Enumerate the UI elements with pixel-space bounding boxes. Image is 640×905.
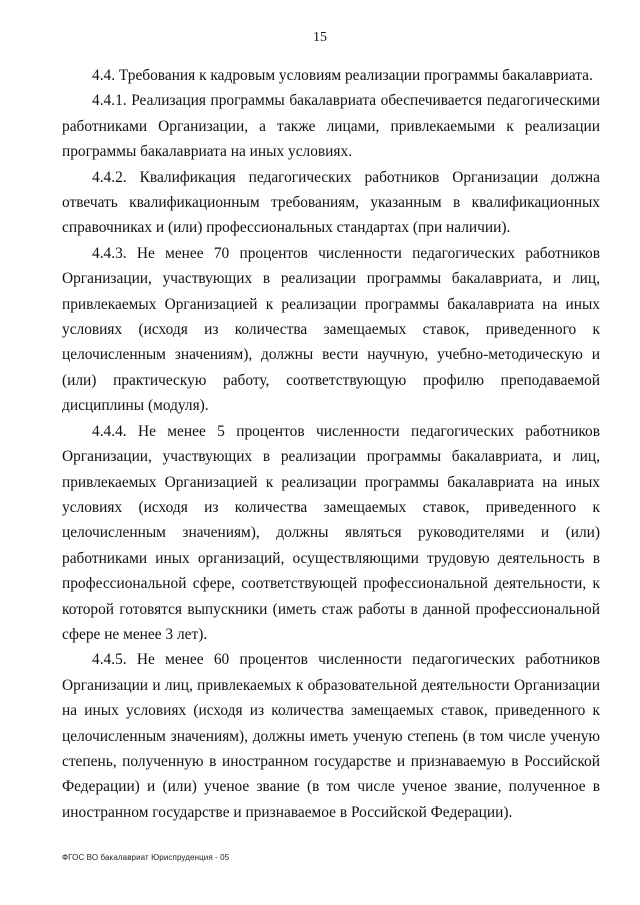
document-body (62, 63, 600, 825)
paragraph-4-4-4: 4.4.4. Не менее 5 процентов численности педагогических работников Организации, участвующих в реализации программы бакалавриата, и лиц, привлекаемых Организацией к реализации программы бакалавриата на иных условиях (исходя из количества замещаемых ставок, приведенного к целочисленным значениям), должны являться руководителями и (или) работниками иных организаций, осуществляющими трудовую деятельность в профессиональной сфере, соответствующей профессиональной деятельности, к которой готовятся выпускники (иметь стаж работы в данной профессиональной сфере не менее 3 лет). (62, 422, 600, 643)
section-heading: 4.4. Требования к кадровым условиям реализации программы бакалавриата. (92, 67, 593, 84)
paragraph-4-4-1: 4.4.1. Реализация программы бакалавриата обеспечивается педагогическими работниками Организации, а также лицами, привлекаемыми к реализации программы бакалавриата на иных условиях. (62, 92, 600, 161)
page-number: 15 (313, 30, 327, 45)
paragraph-4-4-5: 4.4.5. Не менее 60 процентов численности педагогических работников Организации и лиц, привлекаемых к образовательной деятельности Организации на иных условиях (исходя из количества замещаемых ставок, приведенного к целочисленным значениям), должны иметь ученую степень (в том числе ученую степень, полученную в иностранном государстве и признаваемую в Российской Федерации) и (или) ученое звание (в том числе ученое звание, полученное в иностранном государстве и признаваемое в Российской Федерации). (62, 651, 600, 821)
paragraph-4-4-3: 4.4.3. Не менее 70 процентов численности педагогических работников Организации, участвующих в реализации программы бакалавриата, и лиц, привлекаемых Организацией к реализации программы бакалавриата на иных условиях (исходя из количества замещаемых ставок, приведенного к целочисленным значениям), должны вести научную, учебно-методическую и (или) практическую работу, соответствующую профилю преподаваемой дисциплины (модуля). (62, 244, 600, 415)
document-footer: ФГОС ВО бакалавриат Юриспруденция - 05 (62, 853, 230, 862)
paragraph-4-4-2: 4.4.2. Квалификация педагогических работников Организации должна отвечать квалификационным требованиям, указанным в квалификационных справочниках и (или) профессиональных стандартах (при наличии). (62, 168, 600, 237)
